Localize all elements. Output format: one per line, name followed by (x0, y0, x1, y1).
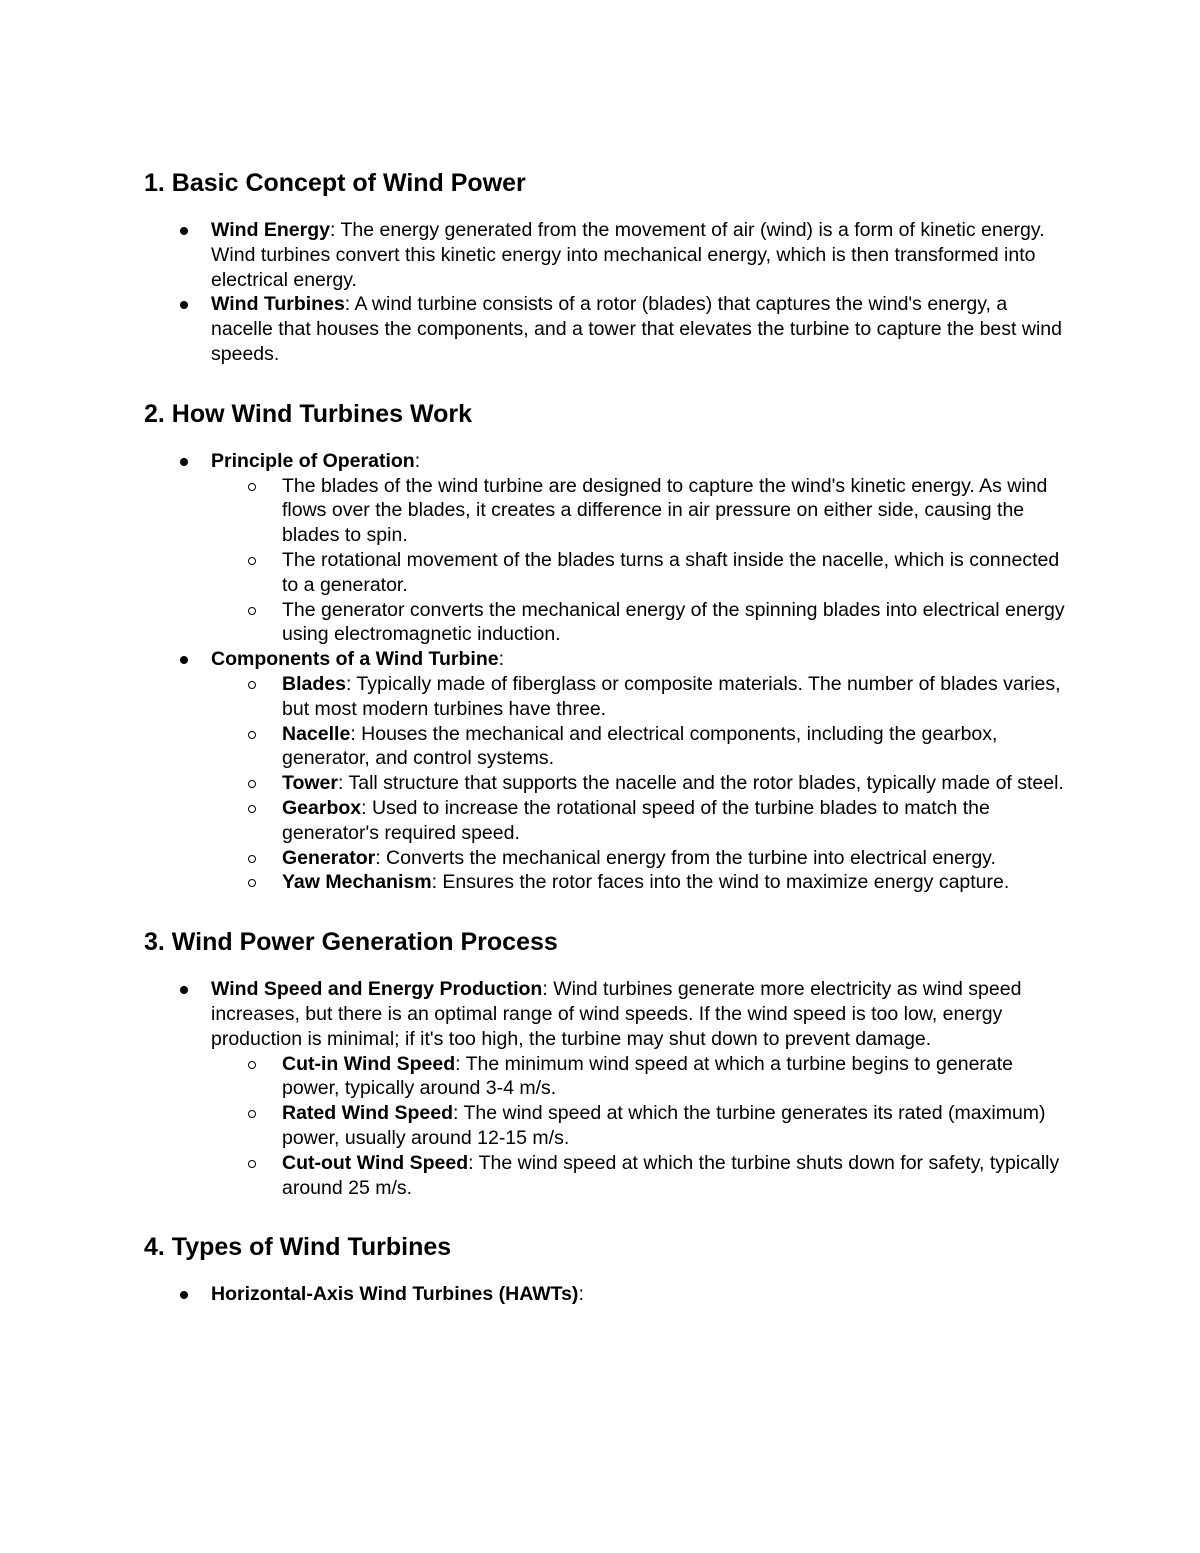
bullet-list (144, 977, 1074, 1200)
sub-list-item (211, 1151, 1074, 1201)
hollow-bullet-icon (248, 879, 256, 887)
sub-list-item (211, 474, 1074, 548)
sub-list-item (211, 672, 1074, 722)
bullet-icon (180, 656, 188, 664)
item-term: Horizontal-Axis Wind Turbines (HAWTs) (211, 1283, 579, 1306)
item-text: The generator converts the mechanical energy of the spinning blades into electrical energy using electromagnetic induction. (282, 598, 1065, 646)
section-heading: 2. How Wind Turbines Work (144, 399, 473, 428)
item-term: Wind Turbines (211, 293, 345, 316)
item-text: : Converts the mechanical energy from the turbine into electrical energy. (375, 846, 996, 869)
item-text: : Used to increase the rotational speed of the turbine blades to match the generator's required speed. (282, 796, 990, 844)
item-term: Nacelle (282, 722, 351, 745)
bullet-icon (180, 227, 188, 235)
item-text: : A wind turbine consists of a rotor (blades) that captures the wind's energy, a nacelle that houses the components, and a tower that elevates the turbine to capture the best wind speeds. (211, 293, 1062, 365)
sub-list-item (211, 548, 1074, 598)
hollow-bullet-icon (248, 483, 256, 491)
item-term: Tower (282, 772, 338, 795)
list-item (144, 647, 1074, 895)
bullet-icon (180, 986, 188, 994)
list-item (144, 292, 1074, 366)
sub-list-item (211, 796, 1074, 846)
sub-list-item (211, 722, 1074, 772)
list-item (144, 977, 1074, 1200)
sub-list-item (211, 846, 1074, 871)
hollow-bullet-icon (248, 780, 256, 788)
bullet-list (144, 218, 1074, 367)
sub-list-item (211, 771, 1074, 796)
hollow-bullet-icon (248, 855, 256, 863)
item-text: : Tall structure that supports the nacelle and the rotor blades, typically made of steel. (337, 772, 1064, 795)
item-term: Components of a Wind Turbine (211, 648, 499, 671)
bullet-list (144, 1282, 1074, 1307)
item-term: Generator (282, 846, 376, 869)
sub-list-item (211, 870, 1074, 895)
list-item (144, 1282, 1074, 1307)
item-term: Wind Speed and Energy Production (211, 978, 543, 1001)
section-heading: 3. Wind Power Generation Process (144, 928, 558, 957)
item-text: : The wind speed at which the turbine shuts down for safety, typically around 25 m/s. (282, 1151, 1060, 1199)
item-text: The blades of the wind turbine are designed to capture the wind's kinetic energy. As wind flows over the blades, it creates a difference in air pressure on either side, causing the blades to spin. (282, 474, 1048, 547)
item-text: : (414, 449, 421, 472)
sub-bullet-list (211, 474, 1074, 648)
hollow-bullet-icon (248, 731, 256, 739)
item-term: Principle of Operation (211, 449, 415, 472)
item-text: : Wind turbines generate more electricity as wind speed increases, but there is an optimal range of wind speeds. If the wind speed is too low, energy production is minimal; if it's too high, the turbine may shut down to prevent damage. (211, 978, 1022, 1050)
hollow-bullet-icon (248, 1061, 256, 1069)
item-text: : The minimum wind speed at which a turbine begins to generate power, typically around 3-4 m/s. (282, 1052, 1014, 1100)
item-text: : Typically made of fiberglass or composite materials. The number of blades varies, but most modern turbines have three. (282, 672, 1061, 720)
item-text: The rotational movement of the blades turns a shaft inside the nacelle, which is connected to a generator. (282, 548, 1060, 596)
item-term: Blades (282, 672, 346, 695)
bullet-list (144, 449, 1074, 895)
item-term: Wind Energy (211, 219, 330, 241)
hollow-bullet-icon (248, 1110, 256, 1118)
item-term: Cut-out Wind Speed (282, 1151, 469, 1174)
bullet-icon (180, 458, 188, 466)
item-term: Rated Wind Speed (282, 1102, 454, 1125)
sub-bullet-list (211, 672, 1074, 895)
hollow-bullet-icon (248, 557, 256, 565)
hollow-bullet-icon (248, 1160, 256, 1168)
item-text: : The wind speed at which the turbine generates its rated (maximum) power, usually around 12-15 m/s. (282, 1102, 1046, 1149)
item-text: : (498, 648, 505, 671)
hollow-bullet-icon (248, 607, 256, 615)
section-heading: 4. Types of Wind Turbines (144, 1233, 452, 1262)
sub-list-item (211, 598, 1074, 648)
hollow-bullet-icon (248, 805, 256, 813)
item-text: : Ensures the rotor faces into the wind to maximize energy capture. (431, 871, 1010, 894)
sub-list-item (211, 1101, 1074, 1151)
item-text: : (578, 1283, 584, 1306)
document-body (144, 166, 1074, 1307)
sub-bullet-list (211, 1052, 1074, 1201)
bullet-icon (180, 1291, 188, 1299)
item-text: : The energy generated from the movement of air (wind) is a form of kinetic energy. Wind turbines convert this kinetic energy into mechanical energy, which is then transformed into electrical energy. (211, 219, 1045, 291)
item-term: Gearbox (282, 796, 362, 819)
sub-list-item (211, 1052, 1074, 1102)
bullet-icon (180, 301, 188, 309)
item-term: Cut-in Wind Speed (282, 1052, 456, 1075)
list-item (144, 218, 1074, 292)
hollow-bullet-icon (248, 681, 256, 689)
list-item (144, 449, 1074, 647)
item-text: : Houses the mechanical and electrical components, including the gearbox, generator, and control systems. (282, 722, 998, 770)
section-heading: 1. Basic Concept of Wind Power (144, 169, 526, 197)
item-term: Yaw Mechanism (282, 871, 432, 894)
